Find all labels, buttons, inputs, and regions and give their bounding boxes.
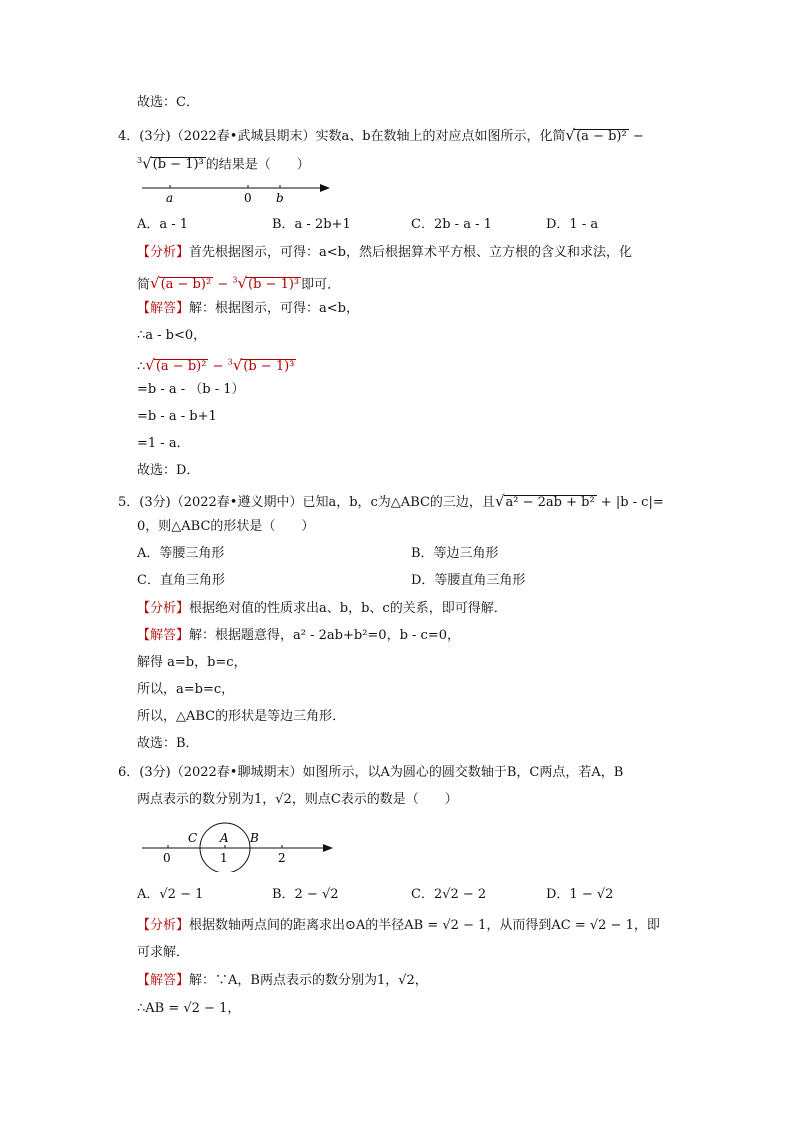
q4-analysis-line2: 简√(a − b)² − $^3$√(b − 1)³ 即可．: [137, 274, 341, 293]
q5-expr: a² − 2ab + b²: [505, 495, 595, 510]
q5-answer: 【解答】解：根据题意得，a² - 2ab+b²=0，b - c=0，: [137, 628, 460, 643]
q4-option-c[interactable]: C．2b - a - 1: [411, 217, 492, 232]
q4-choice: 故选：D．: [137, 463, 200, 478]
q4-stem-line1: 4．(3分)（2022春•武城县期末）实数a、b在数轴上的对应点如图所示，化简√(a − b)² −: [118, 126, 644, 144]
q4-option-d[interactable]: D．1 - a: [546, 217, 599, 232]
q5-step2: 所以，a=b=c，: [137, 682, 235, 697]
q5-stem-line1: 5．(3分)（2022春•遵义期中）已知a，b，c为△ABC的三边，且√a² − 2ab + b² + |b - c|=: [118, 492, 664, 510]
q6-number: 6．: [118, 765, 140, 780]
q4-minus: −: [632, 129, 644, 144]
q6-analysis: 【分析】根据数轴两点间的距离求出⊙A的半径AB = √2 − 1，从而得到AC = √2 − 1，即: [137, 918, 660, 933]
q4-answer: 【解答】解：根据图示，可得：a<b，: [137, 301, 359, 316]
q4-step1: ∴a - b<0，: [137, 328, 207, 343]
q4-axis-label-a: a: [166, 191, 174, 205]
q6-axis-label-C: C: [188, 831, 198, 845]
q5-analysis-tag: 【分析】: [137, 601, 190, 616]
q6-axis-label-1: 1: [220, 851, 228, 865]
q6-axis-label-B: B: [250, 831, 259, 845]
q4-expr-b: (b − 1)³: [152, 157, 204, 173]
q6-stem-line1: 6．(3分)（2022春•聊城期末）如图所示，以A为圆心的圆交数轴于B，C两点，若A，B: [118, 765, 624, 780]
q4-axis-label-b: b: [276, 191, 284, 205]
q6-number-line-figure: [140, 822, 340, 872]
q4-step4: =b - a - b+1: [137, 409, 217, 424]
q6-option-c[interactable]: C．2√2 − 2: [411, 887, 487, 902]
q5-number: 5．: [118, 495, 140, 510]
q6-option-a[interactable]: A．√2 − 1: [137, 887, 204, 902]
q6-analysis-tag: 【分析】: [137, 918, 190, 933]
q4-number-line: [140, 176, 340, 208]
q5-option-a[interactable]: A．等腰三角形: [137, 546, 225, 561]
q5-option-c[interactable]: C．直角三角形: [137, 573, 225, 588]
q4-expr-a: (a − b)²: [576, 129, 627, 144]
q6-analysis-line2: 可求解．: [137, 945, 190, 960]
q4-number: 4．: [118, 129, 140, 144]
q5-step3: 所以，△ABC的形状是等边三角形．: [137, 709, 346, 724]
q5-analysis: 【分析】根据绝对值的性质求出a、b，b、c的关系，即可得解．: [137, 601, 507, 616]
q4-score: (3分)（2022春•武城县期末）: [139, 129, 316, 144]
q6-stem-line2: 两点表示的数分别为1，√2，则点C表示的数是（ ）: [137, 792, 458, 807]
q6-step1: ∴AB = √2 − 1，: [137, 1001, 241, 1016]
q5-option-d[interactable]: D．等腰直角三角形: [411, 573, 526, 588]
q4-option-a[interactable]: A．a - 1: [137, 217, 189, 232]
q4-option-b[interactable]: B．a - 2b+1: [272, 217, 351, 232]
q4-stem-line2: $^3$√(b − 1)³ 的结果是（ ）: [137, 154, 310, 173]
q6-axis-label-0: 0: [163, 851, 171, 865]
q6-axis-label-2: 2: [278, 851, 286, 865]
q5-step1: 解得 a=b，b=c，: [137, 655, 247, 670]
q4-stem: 实数a、b在数轴上的对应点如图所示，化简: [315, 129, 566, 144]
q4-step5: =1 - a．: [137, 436, 190, 451]
q6-option-d[interactable]: D．1 − √2: [546, 887, 614, 902]
q6-option-b[interactable]: B．2 − √2: [272, 887, 339, 902]
q6-axis-label-A: A: [220, 831, 229, 845]
q4-analysis: 【分析】首先根据图示，可得：a<b，然后根据算术平方根、立方根的含义和求法，化: [137, 245, 632, 260]
prev-answer-line: 故选：C．: [137, 95, 199, 110]
q5-choice: 故选：B．: [137, 736, 199, 751]
q5-stem-line2: 0，则△ABC的形状是（ ）: [137, 519, 315, 534]
q4-step3: =b - a - （b - 1）: [137, 382, 245, 397]
q6-answer: 【解答】解：∵A，B两点表示的数分别为1，√2，: [137, 973, 428, 988]
q4-analysis-tag: 【分析】: [137, 245, 190, 260]
q6-answer-tag: 【解答】: [137, 973, 190, 988]
q4-answer-tag: 【解答】: [137, 301, 190, 316]
q5-option-b[interactable]: B．等边三角形: [411, 546, 499, 561]
q4-stem2: 的结果是（ ）: [205, 157, 310, 173]
q4-axis-label-0: 0: [244, 191, 252, 205]
q5-answer-tag: 【解答】: [137, 628, 190, 643]
q4-step2: ∴√(a − b)² − $^3$√(b − 1)³: [137, 356, 295, 375]
